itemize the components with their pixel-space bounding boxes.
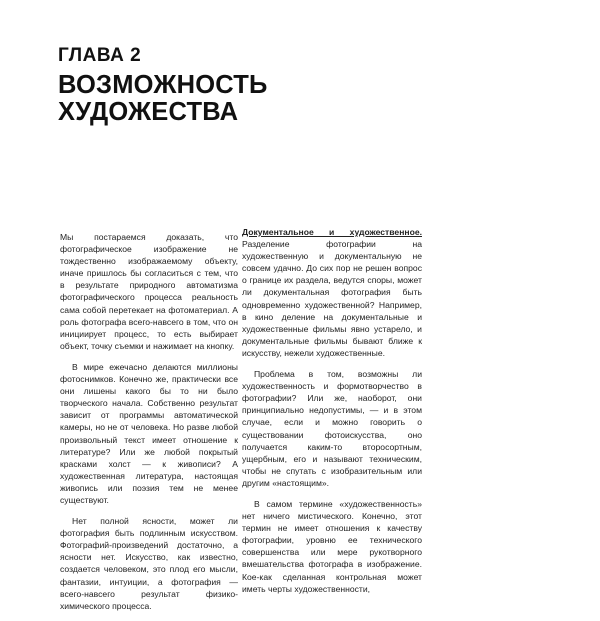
chapter-title-line-2: ХУДОЖЕСТВА (58, 98, 239, 126)
left-text-column (60, 231, 238, 621)
chapter-title-line-1: ВОЗМОЖНОСТЬ (58, 71, 268, 99)
paragraph: Нет полной ясности, может ли фотография быть подлинным искусством. Фотографий-произведений достаточно, а ясности нет. Искусство, как известно, создается человеком, это плод его мысли, фантазии, интуиции, а фотография — всего-навсего результат физико-химического процесса. (60, 516, 238, 611)
paragraph (242, 226, 422, 359)
chapter-title (58, 72, 268, 126)
paragraph: Мы постараемся доказать, что фотографическое изображение не тождественно изображаемому объекту, иначе пришлось бы согласиться с тем, что в результате природного автоматизма фотографического процесса реальность сама собой перетекает на фотоматериал. А роль фотографа всего-навсего в том, что он инициирует процесс, то есть выбирает объект, точку съемки и нажимает на кнопку. (60, 232, 238, 351)
paragraph-text: Разделение фотографии на художественную и документальную не совсем удачно. До сих пор не решен вопрос о границе их раздела, ведутся споры, может ли документальная фотография быть одновременно художественной? Например, в кино деление на документальные и художественные фильмы явно устарело, и документальные фильмы бывают ближе к искусству, нежели художественные. (242, 239, 422, 358)
paragraph: В самом термине «художественность» нет ничего мистического. Конечно, этот термин не имеет отношения к качеству фотографии, уровню ее технического совершенства или мере рукотворного вмешательства фотографа в изображение. Кое-как сделанная контрольная может иметь черты художественности, (242, 498, 422, 594)
paragraph: Проблема в том, возможны ли художественность и формотворчество в фотографии? Или же, наоборот, они принципиально недопустимы, — и в этом случае, если и можно говорить о существовании фотоискусства, оно получается каким-то второсортным, ущербным, его и называют техническим, чтобы не спутать с изобразительным или другим «настоящим». (242, 369, 422, 488)
section-heading: Документальное и художественное. (242, 227, 422, 237)
right-text-column (242, 226, 422, 604)
chapter-label: ГЛАВА 2 (58, 45, 142, 66)
paragraph: В мире ежечасно делаются миллионы фотоснимков. Конечно же, практически все они лишены какого бы то ни было творческого начала. Собственно результат зависит от программы автоматической камеры, но не от человека. Но разве любой произвольный текст имеет отношение к литературе? Или же любой покрытый красками холст — к живописи? А художественная литература, настоящая живопись или поэзия тем не менее существуют. (60, 361, 238, 505)
